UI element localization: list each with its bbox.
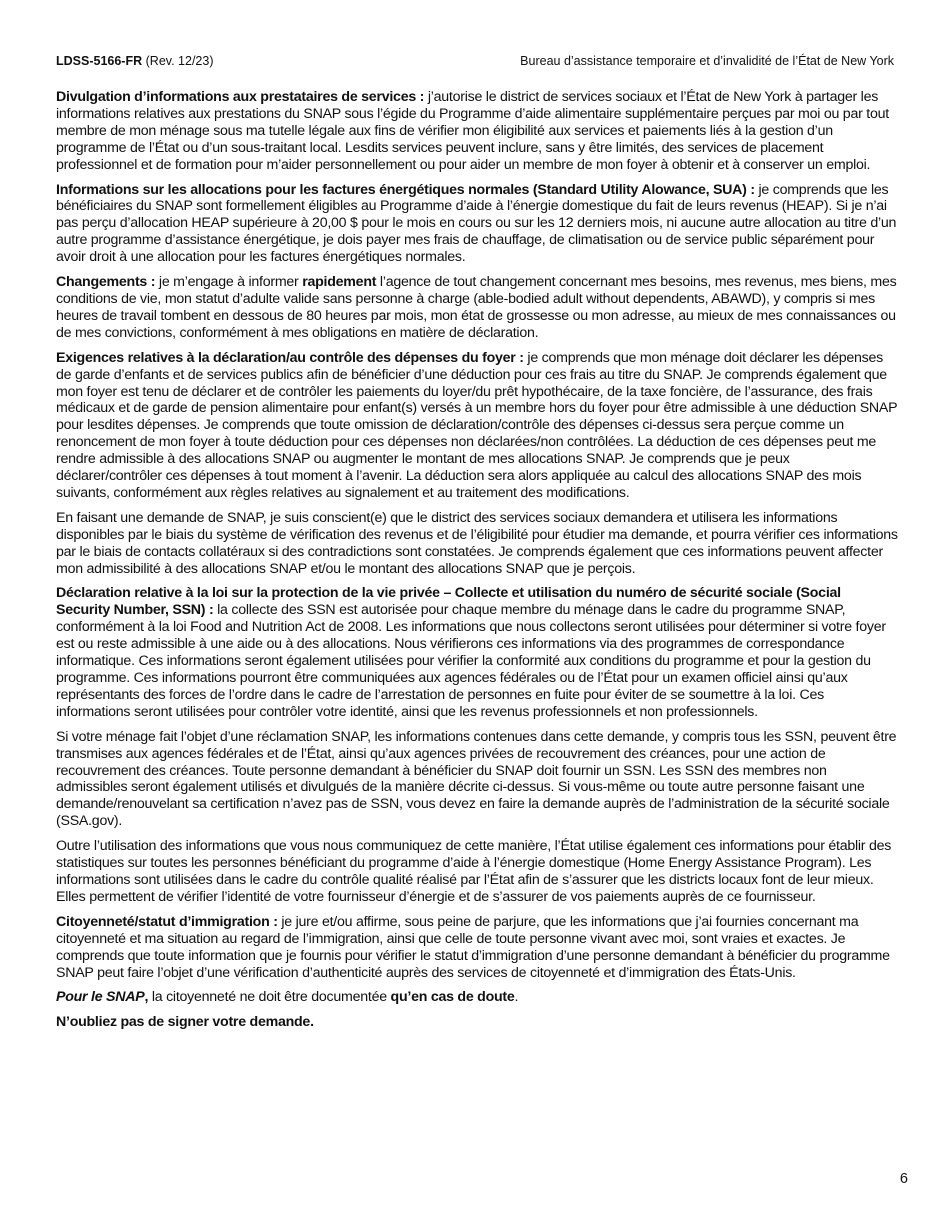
privacy-text: la collecte des SSN est autorisée pour chaque membre du ménage dans le cadre du programme SNAP, conformément à la loi Food and Nutrition Act de 2008. Les informations que nous collectons seront utilisées pour déterminer si votre foyer est ou reste admissible à une aide ou à des allocations. Nous vérifierons ces informations via des programmes de correspondance informatique. Ces informations seront également utilisées pour vérifier la conformité aux conditions du programme et pour la gestion du programme. Ces informations pourront être communiquées aux agences fédérales ou de l’État pour un examen officiel ainsi qu’aux représentants des forces de l’ordre dans le cadre de l’arrestation de personnes en fuite pour éviter de se soumettre à la loi. Ces informations seront utilisées pour contrôler votre identité, ainsi que les revenus professionnels et non professionnels. [56,602,886,720]
expenses-paragraph [56,350,898,502]
disclosure-paragraph [56,89,898,174]
sua-text: je comprends que les bénéficiaires du SNAP sont formellement éligibles au Programme d’aide à l’énergie domestique du fait de leurs revenus (HEAP). Si je n’ai pas perçu d’allocation HEAP supérieure à 20,00 $ pour le mois en cours ou sur les 12 derniers mois, ni aucune autre allocation au titre d’un autre programme d’assistance énergétique, je dois payer mes frais de chauffage, de climatisation ou de service public séparément pour avoir droit à une allocation pour les factures énergétiques normales. [56,181,897,266]
page-number: 6 [899,1171,908,1187]
signature-reminder: N’oubliez pas de signer votre demande. [56,1014,314,1031]
citizenship-paragraph [56,914,898,982]
snap-note-text: la citoyenneté ne doit être documentée [148,989,391,1006]
form-number: LDSS-5166-FR [56,54,143,68]
changes-text-a: je m’engage à informer [155,274,303,291]
changes-text-b: l’agence de tout changement concernant mes besoins, mes revenus, mes biens, mes conditions de vie, mon statut d’adulte valide sans personne à charge (able-bodied adult without dependents, ABAWD), y compris si mes heures de travail tombent en dessous de 80 heures par mois, mon état de grossesse ou mon adresse, au mieux de mes connaissances ou de mes convictions, conformément à mes obligations en matière de déclaration. [56,274,897,341]
form-identifier [56,54,213,68]
snap-note-lead: Pour le SNAP, [56,989,149,1006]
sua-paragraph [56,182,898,267]
expenses-text: je comprends que mon ménage doit déclarer les dépenses de garde d’enfants et de services publics afin de bénéficier d’une déduction pour ces frais au titre du SNAP. Je comprends également que mon foyer est tenu de déclarer et de contrôler les paiements du loyer/du prêt hypothécaire, de la taxe foncière, de l’assurance, des frais médicaux et de garde de pension alimentaire pour enfant(s) versés à un membre hors du foyer pour être admissible à une déduction SNAP pour lesdites dépenses. Je comprends que toute omission de déclaration/contrôle des dépenses ci-dessus sera perçue comme un renoncement de mon foyer à toute déduction pour ces dépenses non déclarées/non contrôlées. La déduction de ces dépenses peut me rendre admissible à des allocations SNAP ou augmenter le montant de mes allocations SNAP. Je comprends que je peux déclarer/contrôler ces dépenses à tout moment à l’avenir. La déduction sera alors appliquée au calcul des allocations SNAP des mois suivants, conformément aux règles relatives au signalement et au traitement des modifications. [56,349,898,501]
disclosure-text: j’autorise le district de services sociaux et l’État de New York à partager les informations relatives aux prestations du SNAP sous l’égide du Programme d’aide alimentaire supplémentaire perçues par moi ou par tout membre de mon ménage sous ma tutelle légale aux fins de vérifier mon éligibilité aux services et paiements liés à la gestion d’un programme de l’État ou d’un sous-traitant local. Lesdits services peuvent inclure, sans y être limités, des services de placement professionnel et de formation pour m’aider personnellement ou pour aider un membre de mon foyer à obtenir et à conserver un emploi. [56,89,889,173]
citizenship-title: Citoyenneté/statut d’immigration : [56,913,278,930]
verification-paragraph: En faisant une demande de SNAP, je suis conscient(e) que le district des services sociaux demandera et utilisera les informations disponibles par le biais du système de vérification des revenus et de l’éligibilité pour étudier ma demande, et pourra vérifier ces informations par le biais de contacts collatéraux si des contradictions sont constatées. Je comprends également que ces informations peuvent affecter mon admissibilité à des allocations SNAP et/ou le montant des allocations SNAP que je perçois. [56,509,898,577]
changes-emphasis: rapidement [302,274,377,291]
document-body [56,89,898,1039]
page-header [56,54,894,72]
citizenship-text: je jure et/ou affirme, sous peine de parjure, que les informations que j’ai fournies concernant ma citoyenneté et ma situation au regard de l’immigration, ainsi que celle de toute personne vivant avec moi, sont vraies et exactes. Je comprends que toute information que je fournis pour vérifier le statut d’immigration d’une personne demandant à bénéficier du programme SNAP peut faire l’objet d’une vérification d’authenticité auprès des services de citoyenneté et d’immigration des États-Unis. [56,913,890,981]
form-revision: (Rev. 12/23) [145,54,214,68]
privacy-paragraph [56,585,898,720]
expenses-title: Exigences relatives à la déclaration/au contrôle des dépenses du foyer : [56,349,524,366]
changes-title: Changements : [56,274,156,291]
privacy-title: Déclaration relative à la loi sur la protection de la vie privée – Collecte et utilisation du numéro de sécurité sociale (Social Security Number, SSN) : [56,585,841,619]
disclosure-title: Divulgation d’informations aux prestataires de services : [56,89,425,105]
snap-note-emphasis: qu’en cas de doute [390,989,515,1006]
claim-paragraph: Si votre ménage fait l’objet d’une réclamation SNAP, les informations contenues dans cette demande, y compris tous les SSN, peuvent être transmises aux agences fédérales et de l’État, ainsi qu’aux agences privées de recouvrement des créances, pour une action de recouvrement des créances. Toute personne demandant à bénéficier du SNAP doit fournir un SSN. Les SSN des membres non admissibles seront également utilisés et divulgués de la manière décrite ci-dessus. Si vous-même ou toute autre personne faisant une demande/renouvelant sa certification n’avez pas de SSN, vous devez en faire la demande auprès de l’administration de la sécurité sociale (SSA.gov). [56,728,897,830]
sua-title: Informations sur les allocations pour les factures énergétiques normales (Standard Utility Alowance, SUA) : [56,181,755,198]
changes-paragraph [56,274,898,342]
heap-paragraph: Outre l’utilisation des informations que vous nous communiquez de cette manière, l’État utilise également ces informations pour établir des statistiques sur toutes les personnes bénéficiant du programme d’aide à l’énergie domestique (Home Energy Assistance Program). Les informations sont utilisées dans le cadre du contrôle qualité réalisé par l’État afin de s’assurer que les districts locaux font de leur mieux. Elles permettent de vérifier l’identité de votre fournisseur d’énergie et de s’assurer de vos paiements auprès de ce fournisseur. [56,838,892,905]
snap-note-paragraph [56,989,898,1006]
agency-name: Bureau d’assistance temporaire et d’invalidité de l’État de New York [520,54,894,68]
snap-note-end: . [514,989,519,1006]
